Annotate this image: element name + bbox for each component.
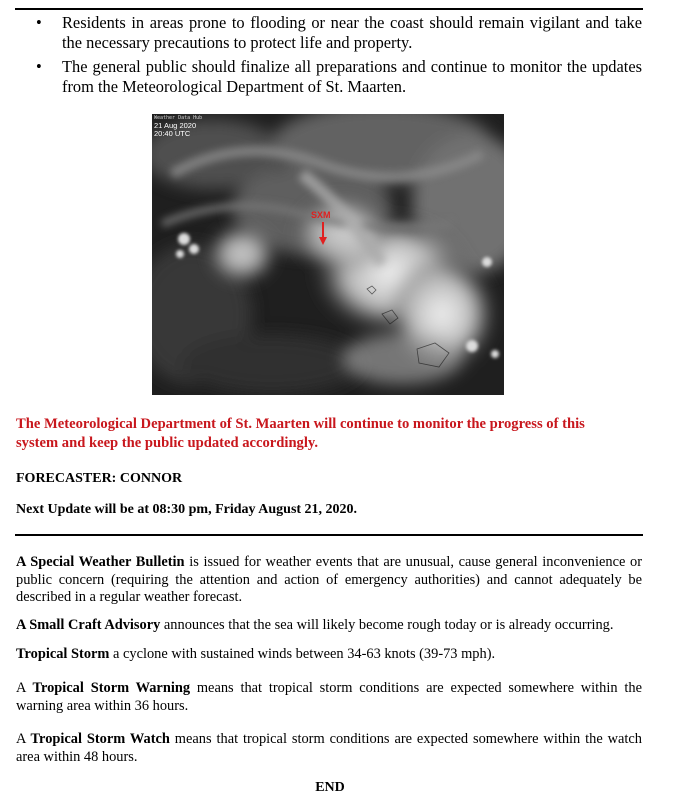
satellite-date: 21 Aug 2020 [154,121,197,130]
bullet-text: Residents in areas prone to flooding or near the coast should remain vigilant and take the necessary precautions to protect life and property. [62,13,642,52]
bullet-icon: • [36,57,42,76]
next-update-line: Next Update will be at 08:30 pm, Friday August 21, 2020. [16,502,358,517]
definition-special-bulletin [16,554,642,607]
definition-term: Tropical Storm [16,646,110,662]
definition-term: Tropical Storm Warning [32,680,191,696]
forecaster-line: FORECASTER: CONNOR [16,471,183,486]
definition-prefix: A [16,680,33,696]
definition-text: a cyclone with sustained winds between 34-63 knots (39-73 mph). [109,646,496,662]
satellite-timestamp [154,122,196,138]
definition-tropical-storm [16,646,642,664]
definition-text: is issued for weather events that are unusual, cause general inconvenience or public concern (requiring the attention and action of emergency authorities) and cannot adequately be described in a regular weather forecast. [16,554,643,605]
sxm-arrow-icon [318,221,328,247]
definition-term: Tropical Storm Watch [30,731,170,747]
middle-rule [15,534,643,536]
definition-text: means that tropical storm conditions are expected somewhere within the watch area within 48 hours. [16,731,642,765]
bullet-text: The general public should finalize all preparations and continue to monitor the updates from the Meteorological Department of St. Maarten. [62,57,642,96]
list-item [36,57,642,97]
end-marker: END [315,780,345,795]
bullet-icon: • [36,13,42,32]
monitoring-notice: The Meteorological Department of St. Maarten will continue to monitor the progress of this system and keep the public updated accordingly. [16,416,585,451]
precaution-list [36,13,642,101]
definition-term: A Small Craft Advisory [16,617,161,633]
sxm-marker-label: SXM [311,210,331,220]
definition-text: announces that the sea will likely become rough today or is already occurring. [160,617,614,633]
satellite-image [152,114,504,395]
definition-prefix: A [16,731,31,747]
definition-small-craft [16,617,642,635]
definition-storm-watch [16,731,642,766]
definition-term: A Special Weather Bulletin [16,554,185,570]
list-item [36,13,642,53]
definition-text: means that tropical storm conditions are expected somewhere within the warning area within 36 hours. [16,680,642,714]
satellite-clouds [152,114,504,395]
satellite-header: Weather Data Hub [154,115,203,121]
satellite-time: 20:40 UTC [154,129,191,138]
definition-storm-warning [16,680,642,715]
top-rule [15,8,643,10]
